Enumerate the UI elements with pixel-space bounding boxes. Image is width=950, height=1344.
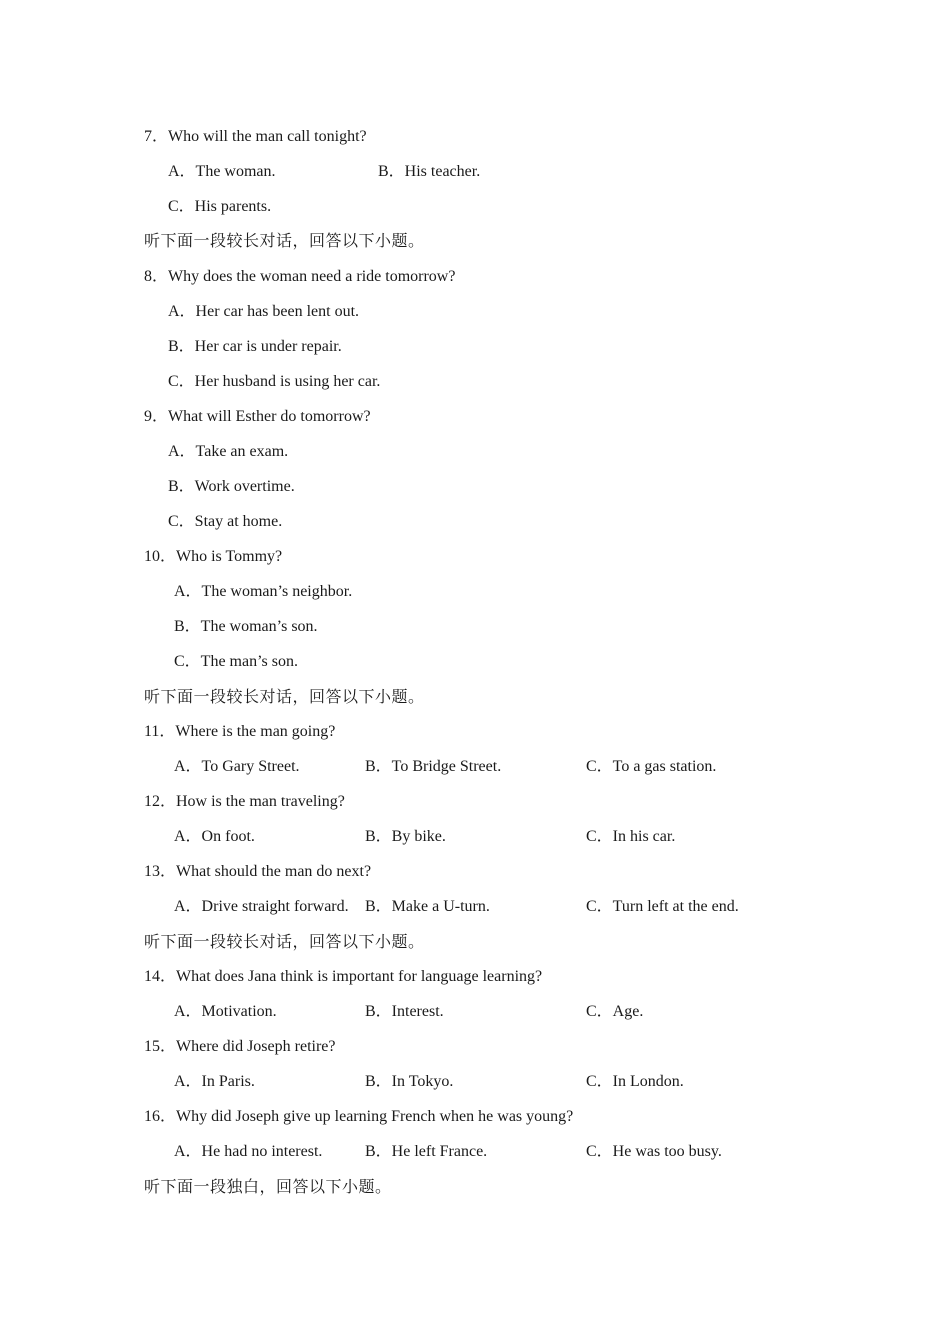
question-12-option-b: B．By bike. <box>365 828 446 845</box>
question-9-stem: 9．What will Esther do tomorrow? <box>144 408 371 425</box>
question-16-option-a: A．He had no interest. <box>174 1143 323 1160</box>
question-16-stem: 16．Why did Joseph give up learning French when he was young? <box>144 1108 574 1125</box>
question-9-option-c: C．Stay at home. <box>168 513 283 530</box>
question-15-option-a: A．In Paris. <box>174 1073 255 1090</box>
question-7-option-c: C．His parents. <box>168 198 272 215</box>
question-8-option-c: C．Her husband is using her car. <box>168 373 381 390</box>
question-11-stem: 11．Where is the man going? <box>144 723 336 740</box>
question-14-option-b: B．Interest. <box>365 1003 444 1020</box>
question-10-option-c: C．The man’s son. <box>174 653 298 670</box>
question-10-option-b: B．The woman’s son. <box>174 618 318 635</box>
question-13-option-a: A．Drive straight forward. <box>174 898 349 915</box>
question-12-option-c: C．In his car. <box>586 828 676 845</box>
question-8-stem: 8．Why does the woman need a ride tomorrow? <box>144 268 456 285</box>
section-instruction: 听下面一段较长对话，回答以下小题。 <box>144 934 425 951</box>
question-10-stem: 10．Who is Tommy? <box>144 548 283 565</box>
question-11-option-a: A．To Gary Street. <box>174 758 300 775</box>
question-16-option-b: B．He left France. <box>365 1143 488 1160</box>
question-8-option-a: A．Her car has been lent out. <box>168 303 360 320</box>
question-9-option-b: B．Work overtime. <box>168 478 295 495</box>
question-16-option-c: C．He was too busy. <box>586 1143 722 1160</box>
question-15-option-b: B．In Tokyo. <box>365 1073 454 1090</box>
question-13-stem: 13．What should the man do next? <box>144 863 372 880</box>
question-14-stem: 14．What does Jana think is important for language learning? <box>144 968 543 985</box>
question-15-stem: 15．Where did Joseph retire? <box>144 1038 336 1055</box>
section-instruction: 听下面一段较长对话，回答以下小题。 <box>144 689 425 706</box>
section-instruction: 听下面一段较长对话，回答以下小题。 <box>144 233 425 250</box>
question-8-option-b: B．Her car is under repair. <box>168 338 342 355</box>
question-14-option-c: C．Age. <box>586 1003 644 1020</box>
question-7-stem: 7．Who will the man call tonight? <box>144 128 367 145</box>
question-7-option-b: B．His teacher. <box>378 163 481 180</box>
question-13-option-b: B．Make a U-turn. <box>365 898 490 915</box>
question-12-option-a: A．On foot. <box>174 828 255 845</box>
question-15-option-c: C．In London. <box>586 1073 684 1090</box>
question-13-option-c: C．Turn left at the end. <box>586 898 739 915</box>
question-11-option-b: B．To Bridge Street. <box>365 758 502 775</box>
question-7-option-a: A．The woman. <box>168 163 276 180</box>
question-12-stem: 12．How is the man traveling? <box>144 793 345 810</box>
question-14-option-a: A．Motivation. <box>174 1003 277 1020</box>
section-instruction: 听下面一段独白，回答以下小题。 <box>144 1179 392 1196</box>
question-9-option-a: A．Take an exam. <box>168 443 289 460</box>
question-10-option-a: A．The woman’s neighbor. <box>174 583 353 600</box>
question-11-option-c: C．To a gas station. <box>586 758 717 775</box>
